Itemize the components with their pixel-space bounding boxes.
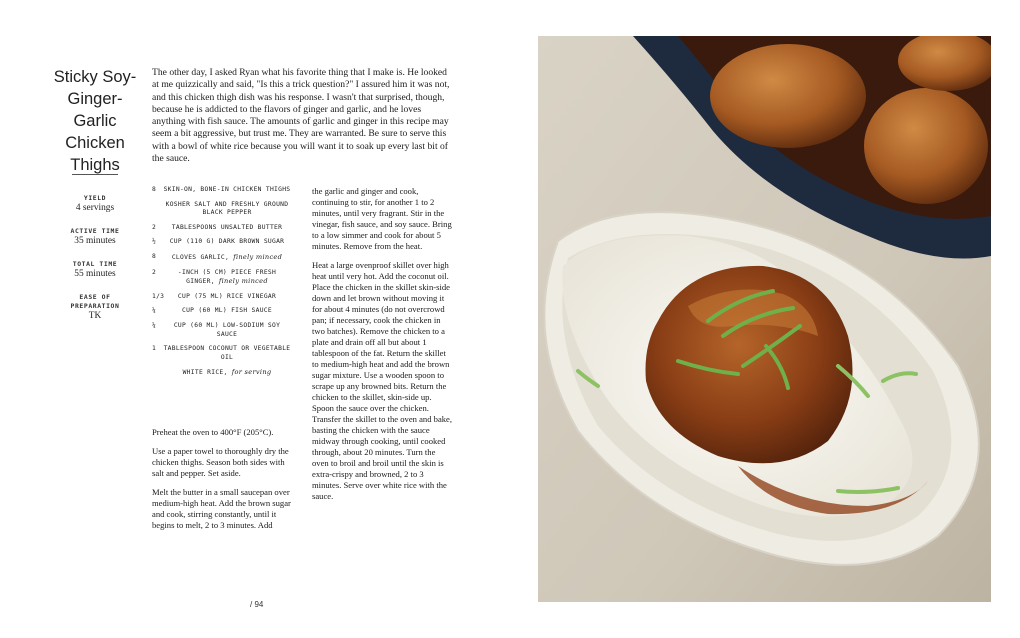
ingredient-text: CUP (75 ML) RICE VINEGAR xyxy=(177,292,277,300)
meta-total-time xyxy=(52,260,138,280)
ingredient-note: finely minced xyxy=(218,277,268,286)
ingredient-qty: ¼ xyxy=(152,307,157,315)
ingredient-qty: ¼ xyxy=(152,321,157,329)
recipe-title-line: Garlic xyxy=(73,112,117,130)
ingredient-text: WHITE RICE, xyxy=(182,369,228,377)
meta-label: TOTAL TIME xyxy=(72,260,118,268)
ingredient-text: CLOVES GARLIC, xyxy=(171,253,230,261)
ingredient-qty: 2 xyxy=(152,223,157,231)
ingredient-qty: 8 xyxy=(152,252,157,260)
method-step: Melt the butter in a small saucepan over medium-high heat. Add the brown sugar and cook, stirring constantly, until it begins to melt, 2 to 3 minutes. Add xyxy=(152,487,291,530)
method-column-1 xyxy=(152,427,292,539)
meta-label: EASE OF PREPARATION xyxy=(70,293,120,310)
meta-value: 35 minutes xyxy=(74,236,116,246)
ingredient-text: CUP (60 ML) FISH SAUCE xyxy=(181,307,272,315)
recipe-title xyxy=(52,66,138,176)
method-step: Use a paper towel to thoroughly dry the chicken thighs. Season both sides with salt and pepper. Set aside. xyxy=(152,446,289,478)
ingredient-item xyxy=(152,368,292,378)
meta-ease xyxy=(52,293,138,322)
ingredient-qty: 2 xyxy=(152,268,157,276)
ingredient-note: finely minced xyxy=(233,252,283,261)
ingredient-text: SKIN-ON, BONE-IN CHICKEN THIGHS xyxy=(163,186,291,193)
meta-value: 4 servings xyxy=(75,203,115,213)
ingredient-item xyxy=(152,322,292,339)
ingredient-text: KOSHER SALT AND FRESHLY GROUND BLACK PEPPER xyxy=(165,200,289,217)
page-number: / 94 xyxy=(250,600,264,609)
meta-label: ACTIVE TIME xyxy=(70,227,120,235)
recipe-title-line: Ginger- xyxy=(67,90,123,108)
method-step: the garlic and ginger and cook, continuing to stir, for another 1 to 2 minutes, until very fragrant. Stir in the vinegar, fish sauce, and soy sauce. Bring to a low simmer and cook for about 5 minutes. Remove from the heat. xyxy=(312,186,452,251)
ingredient-text: TABLESPOONS UNSALTED BUTTER xyxy=(171,223,283,231)
ingredient-qty xyxy=(152,201,162,218)
ingredient-text: CUP (110 G) DARK BROWN SUGAR xyxy=(169,238,285,246)
ingredient-qty: 8 xyxy=(152,186,157,193)
ingredient-qty xyxy=(152,368,162,378)
meta-label: YIELD xyxy=(83,194,107,202)
ingredient-qty: 1 xyxy=(152,345,157,353)
method-step: Heat a large ovenproof skillet over high heat until very hot. Add the coconut oil. Place the chicken in the skillet skin-side down and let brown without moving it for about 4 minutes (do not overcrowd pan; if necessary, cook the chicken in two batches). Remove the chicken to a plate and drain off all but about 1 tablespoon of the fat. Return the skillet to medium-high heat and add the brown sugar mixture. Use a wooden spoon to scrape up any browned bits. Return the chicken to the skillet, skin-side up. Spoon the sauce over the chicken. Transfer the skillet to the oven and bake, basting the chicken with the sauce midway through cooking, until cooked through, about 20 minutes. Turn the oven to broil and broil until the skin is extra-crispy and browned, 2 to 3 minutes. Serve over white rice with the sauce. xyxy=(312,260,453,501)
recipe-intro: The other day, I asked Ryan what his favorite thing that I make is. He looked at me quizzically and said, "Is this a trick question?" I assured him it was not, and this chicken thigh dish was his response. I wasn't that surprised, though, because he is addicted to the flavors of ginger and garlic, and he loves anything with fish sauce. The amounts of garlic and ginger in this recipe may seem a bit aggressive, but trust me. They are warranted. Be sure to serve this with a bowl of white rice because you will want it to soak up every last bit of the sauce. xyxy=(152,67,450,165)
meta-value: TK xyxy=(88,311,102,321)
ingredient-item xyxy=(152,224,292,233)
ingredient-text: TABLESPOON COCONUT OR VEGETABLE OIL xyxy=(163,345,291,361)
recipe-title-line: Chicken xyxy=(65,134,125,152)
ingredient-item xyxy=(152,307,292,316)
ingredient-item xyxy=(152,253,292,263)
meta-value: 55 minutes xyxy=(74,269,116,279)
meta-yield xyxy=(52,194,138,214)
method-column-2 xyxy=(312,186,454,510)
ingredient-qty: 1/3 xyxy=(152,292,165,300)
ingredient-text: -INCH (5 CM) PIECE FRESH GINGER, xyxy=(177,268,277,286)
meta-active-time xyxy=(52,227,138,247)
recipe-title-line: Thighs xyxy=(70,156,120,174)
ingredient-item xyxy=(152,186,292,195)
ingredient-item xyxy=(152,345,292,362)
method-step: Preheat the oven to 400°F (205°C). xyxy=(152,427,274,437)
ingredient-note: for serving xyxy=(231,368,272,377)
ingredient-item xyxy=(152,293,292,302)
recipe-title-line: Sticky Soy- xyxy=(53,68,137,86)
ingredient-item xyxy=(152,269,292,287)
dish-photo xyxy=(538,36,991,602)
ingredient-item xyxy=(152,201,292,218)
ingredient-qty: ½ xyxy=(152,238,157,246)
ingredient-list xyxy=(152,186,292,384)
ingredient-item xyxy=(152,238,292,247)
title-divider xyxy=(72,174,118,175)
ingredient-text: CUP (60 ML) LOW-SODIUM SOY SAUCE xyxy=(173,321,281,338)
